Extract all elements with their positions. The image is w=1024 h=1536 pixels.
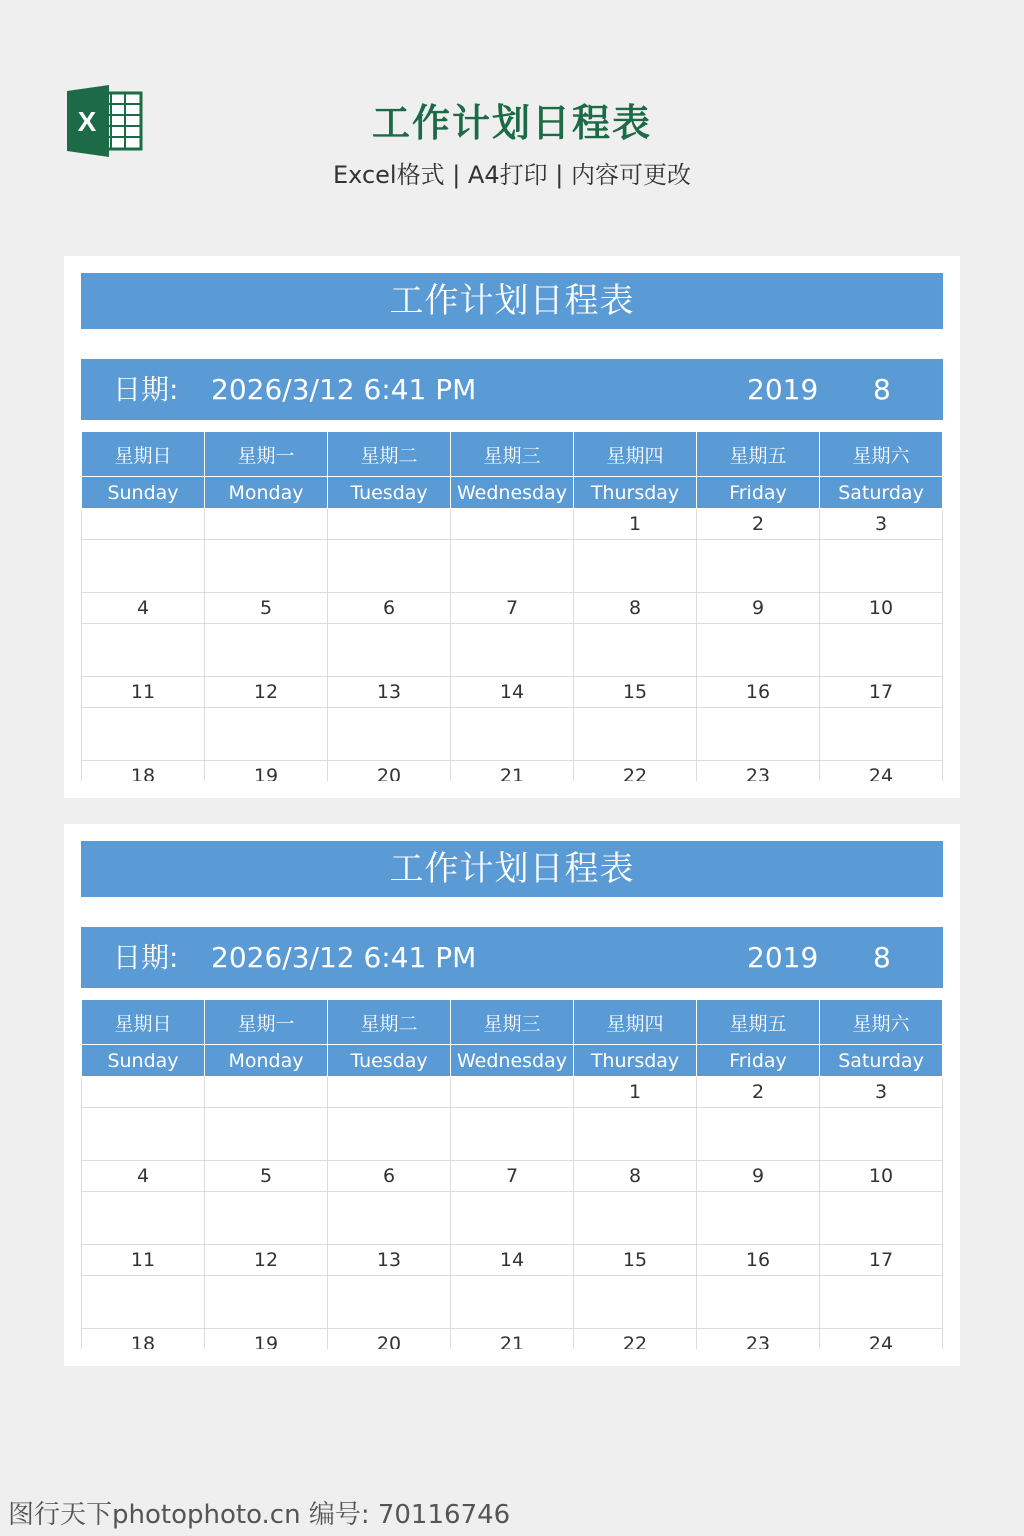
day-notes-cell[interactable]	[697, 708, 820, 761]
month-value[interactable]: 8	[873, 373, 891, 406]
day-number-cell[interactable]: 6	[328, 593, 451, 624]
day-number-cell[interactable]: 19	[205, 1329, 328, 1350]
day-number-cell[interactable]: 7	[451, 593, 574, 624]
day-number-cell[interactable]: 19	[205, 761, 328, 782]
day-number-cell[interactable]: 1	[574, 509, 697, 540]
day-number-cell[interactable]: 14	[451, 677, 574, 708]
header	[0, 0, 1024, 230]
day-notes-cell[interactable]	[451, 1192, 574, 1245]
sheet-viewport	[81, 841, 943, 1349]
weekday-cn: 星期五	[697, 432, 820, 477]
week-number-row	[82, 1077, 943, 1108]
weekday-cn: 星期日	[82, 432, 205, 477]
day-number-cell[interactable]: 20	[328, 761, 451, 782]
day-notes-cell[interactable]	[697, 540, 820, 593]
day-number-cell[interactable]: 3	[820, 1077, 943, 1108]
day-number-cell[interactable]: 22	[574, 1329, 697, 1350]
weekday-en: Sunday	[82, 1045, 205, 1077]
day-number-cell[interactable]: 12	[205, 677, 328, 708]
year-value[interactable]: 2019	[747, 941, 819, 974]
day-number-cell[interactable]: 3	[820, 509, 943, 540]
day-notes-cell[interactable]	[205, 1192, 328, 1245]
day-number-cell[interactable]: 22	[574, 761, 697, 782]
weekday-cn: 星期四	[574, 1000, 697, 1045]
day-number-cell[interactable]: 7	[451, 1161, 574, 1192]
day-number-cell[interactable]: 10	[820, 593, 943, 624]
day-number-cell[interactable]: 10	[820, 1161, 943, 1192]
day-number-cell[interactable]: 24	[820, 1329, 943, 1350]
week-notes-row	[82, 1192, 943, 1245]
day-notes-cell[interactable]	[574, 624, 697, 677]
week-notes-row	[82, 1108, 943, 1161]
day-number-cell[interactable]: 8	[574, 593, 697, 624]
day-notes-cell[interactable]	[697, 1192, 820, 1245]
day-number-cell[interactable]: 14	[451, 1245, 574, 1276]
day-number-cell[interactable]: 17	[820, 1245, 943, 1276]
weekday-en: Monday	[205, 477, 328, 509]
day-notes-cell[interactable]	[820, 1192, 943, 1245]
schedule-sheet	[64, 256, 960, 798]
day-notes-cell[interactable]	[205, 708, 328, 761]
weekday-cn: 星期二	[328, 1000, 451, 1045]
weekday-en: Sunday	[82, 477, 205, 509]
day-notes-cell[interactable]	[697, 1108, 820, 1161]
sheet-title: 工作计划日程表	[81, 841, 943, 897]
year-value[interactable]: 2019	[747, 373, 819, 406]
day-notes-cell[interactable]	[82, 1276, 205, 1329]
calendar-grid	[81, 999, 943, 1349]
day-number-cell[interactable]: 8	[574, 1161, 697, 1192]
weekday-en: Tuesday	[328, 1045, 451, 1077]
day-number-cell[interactable]	[328, 1077, 451, 1108]
week-notes-row	[82, 1276, 943, 1329]
day-number-cell[interactable]: 16	[697, 1245, 820, 1276]
weekday-cn: 星期日	[82, 1000, 205, 1045]
calendar-grid	[81, 431, 943, 781]
day-number-cell[interactable]: 13	[328, 677, 451, 708]
day-notes-cell[interactable]	[328, 708, 451, 761]
weekday-en: Saturday	[820, 477, 943, 509]
sheet-title: 工作计划日程表	[81, 273, 943, 329]
date-row	[81, 927, 943, 988]
weekday-cn: 星期二	[328, 432, 451, 477]
day-number-cell[interactable]: 17	[820, 677, 943, 708]
day-number-cell[interactable]: 4	[82, 593, 205, 624]
day-number-cell[interactable]: 5	[205, 593, 328, 624]
svg-text:X: X	[77, 106, 97, 137]
weekday-en: Monday	[205, 1045, 328, 1077]
day-number-cell[interactable]: 11	[82, 677, 205, 708]
day-notes-cell[interactable]	[574, 1108, 697, 1161]
weekday-cn: 星期三	[451, 1000, 574, 1045]
day-notes-cell[interactable]	[451, 540, 574, 593]
day-number-cell[interactable]: 16	[697, 677, 820, 708]
date-label: 日期:	[113, 373, 179, 406]
page-title: 工作计划日程表	[371, 101, 652, 145]
day-notes-cell[interactable]	[574, 540, 697, 593]
day-number-cell[interactable]: 24	[820, 761, 943, 782]
day-number-cell[interactable]: 1	[574, 1077, 697, 1108]
date-row	[81, 359, 943, 420]
day-number-cell[interactable]	[451, 1077, 574, 1108]
weekday-cn: 星期五	[697, 1000, 820, 1045]
date-value[interactable]: 2026/3/12 6:41 PM	[211, 373, 477, 406]
day-number-cell[interactable]	[205, 1077, 328, 1108]
day-notes-cell[interactable]	[205, 1108, 328, 1161]
day-notes-cell[interactable]	[574, 1192, 697, 1245]
day-number-cell[interactable]: 15	[574, 1245, 697, 1276]
week-notes-row	[82, 540, 943, 593]
day-number-cell[interactable]: 23	[697, 1329, 820, 1350]
day-number-cell[interactable]: 21	[451, 761, 574, 782]
weekday-en: Tuesday	[328, 477, 451, 509]
day-notes-cell[interactable]	[205, 540, 328, 593]
day-number-cell[interactable]	[205, 509, 328, 540]
day-number-cell[interactable]: 9	[697, 1161, 820, 1192]
day-notes-cell[interactable]	[820, 624, 943, 677]
weekday-en: Saturday	[820, 1045, 943, 1077]
day-number-cell[interactable]	[328, 509, 451, 540]
week-notes-row	[82, 708, 943, 761]
date-label: 日期:	[113, 941, 179, 974]
day-notes-cell[interactable]	[82, 624, 205, 677]
day-number-cell[interactable]: 2	[697, 1077, 820, 1108]
day-number-cell[interactable]: 21	[451, 1329, 574, 1350]
day-notes-cell[interactable]	[328, 624, 451, 677]
weekday-cn: 星期三	[451, 432, 574, 477]
day-notes-cell[interactable]	[328, 1192, 451, 1245]
day-notes-cell[interactable]	[574, 708, 697, 761]
week-number-row	[82, 677, 943, 708]
day-notes-cell[interactable]	[451, 1108, 574, 1161]
week-number-row	[82, 761, 943, 782]
day-number-cell[interactable]	[82, 509, 205, 540]
week-notes-row	[82, 624, 943, 677]
weekday-cn: 星期一	[205, 432, 328, 477]
day-notes-cell[interactable]	[328, 1108, 451, 1161]
day-number-cell[interactable]	[82, 1077, 205, 1108]
watermark: 图行天下photophoto.cn 编号: 70116746	[8, 1500, 511, 1530]
day-notes-cell[interactable]	[451, 708, 574, 761]
day-notes-cell[interactable]	[328, 1276, 451, 1329]
day-number-cell[interactable]: 5	[205, 1161, 328, 1192]
day-number-cell[interactable]: 13	[328, 1245, 451, 1276]
day-notes-cell[interactable]	[82, 540, 205, 593]
day-notes-cell[interactable]	[82, 1192, 205, 1245]
day-notes-cell[interactable]	[574, 1276, 697, 1329]
day-number-cell[interactable]: 23	[697, 761, 820, 782]
weekday-en: Wednesday	[451, 477, 574, 509]
weekday-en: Friday	[697, 477, 820, 509]
weekday-en: Friday	[697, 1045, 820, 1077]
day-notes-cell[interactable]	[451, 1276, 574, 1329]
week-number-row	[82, 509, 943, 540]
weekday-cn: 星期四	[574, 432, 697, 477]
day-notes-cell[interactable]	[820, 708, 943, 761]
day-notes-cell[interactable]	[697, 1276, 820, 1329]
day-number-cell[interactable]: 4	[82, 1161, 205, 1192]
day-notes-cell[interactable]	[451, 624, 574, 677]
weekday-en-row	[82, 477, 943, 509]
day-number-cell[interactable]: 11	[82, 1245, 205, 1276]
day-number-cell[interactable]: 2	[697, 509, 820, 540]
weekday-cn-row	[82, 1000, 943, 1045]
weekday-en: Thursday	[574, 1045, 697, 1077]
day-number-cell[interactable]: 12	[205, 1245, 328, 1276]
day-number-cell[interactable]: 18	[82, 1329, 205, 1350]
month-value[interactable]: 8	[873, 941, 891, 974]
day-notes-cell[interactable]	[820, 1108, 943, 1161]
day-number-cell[interactable]	[451, 509, 574, 540]
day-notes-cell[interactable]	[82, 708, 205, 761]
week-number-row	[82, 1161, 943, 1192]
page-subtitle: Excel格式 | A4打印 | 内容可更改	[333, 161, 691, 189]
weekday-cn: 星期六	[820, 432, 943, 477]
day-number-cell[interactable]: 9	[697, 593, 820, 624]
day-notes-cell[interactable]	[82, 1108, 205, 1161]
day-number-cell[interactable]: 6	[328, 1161, 451, 1192]
date-value[interactable]: 2026/3/12 6:41 PM	[211, 941, 477, 974]
day-number-cell[interactable]: 15	[574, 677, 697, 708]
day-notes-cell[interactable]	[697, 624, 820, 677]
weekday-cn: 星期六	[820, 1000, 943, 1045]
week-number-row	[82, 1329, 943, 1350]
weekday-en-row	[82, 1045, 943, 1077]
day-notes-cell[interactable]	[820, 540, 943, 593]
week-number-row	[82, 1245, 943, 1276]
day-notes-cell[interactable]	[205, 1276, 328, 1329]
week-number-row	[82, 593, 943, 624]
day-number-cell[interactable]: 18	[82, 761, 205, 782]
day-number-cell[interactable]: 20	[328, 1329, 451, 1350]
weekday-cn: 星期一	[205, 1000, 328, 1045]
day-notes-cell[interactable]	[328, 540, 451, 593]
sheet-viewport	[81, 273, 943, 781]
day-notes-cell[interactable]	[205, 624, 328, 677]
weekday-cn-row	[82, 432, 943, 477]
schedule-sheet	[64, 824, 960, 1366]
weekday-en: Wednesday	[451, 1045, 574, 1077]
weekday-en: Thursday	[574, 477, 697, 509]
day-notes-cell[interactable]	[820, 1276, 943, 1329]
